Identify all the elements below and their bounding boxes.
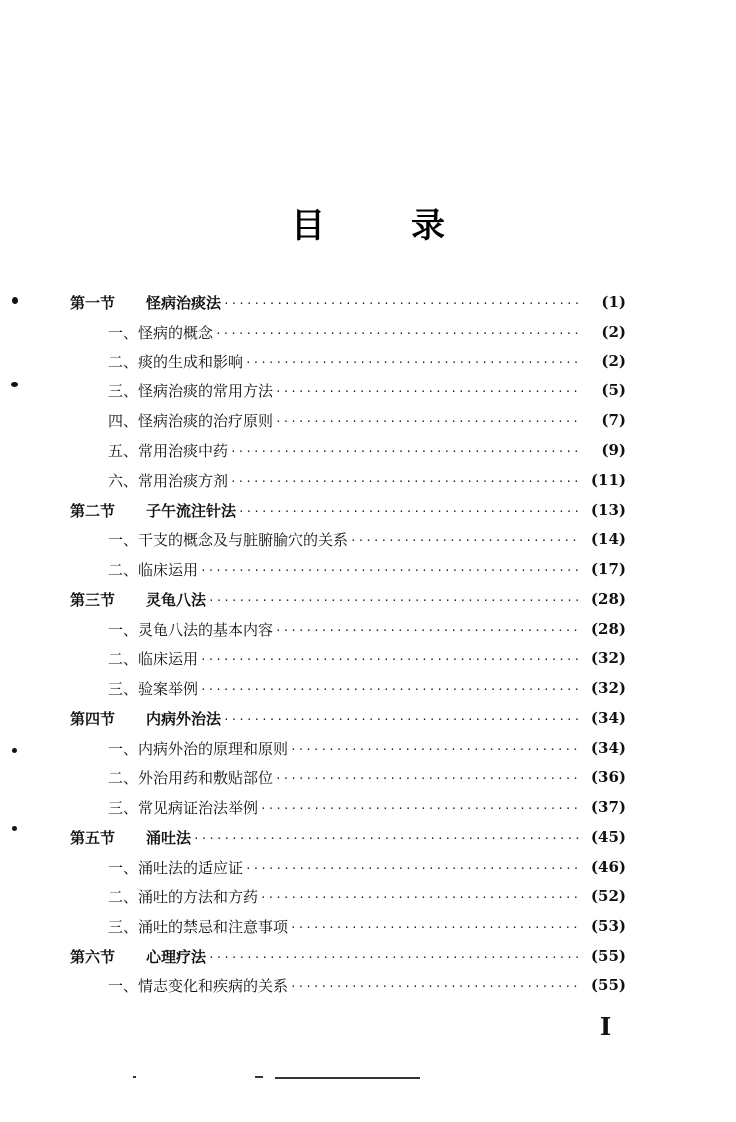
toc-sub-row[interactable] [108,643,626,673]
page-number: (2) [601,352,626,370]
section-title: 涌吐法 [146,828,192,847]
toc-sub-row[interactable] [108,554,626,584]
item-number: 一、 [108,739,139,758]
page-number: (5) [601,381,626,399]
item-title: 怪病治痰的治疗原则 [138,411,274,430]
scan-speck [12,826,17,831]
item-number: 二、 [108,560,139,579]
scan-smudge [133,1076,136,1078]
scan-smudge [275,1077,420,1079]
page-number: (7) [601,411,626,429]
dot-leader [275,381,580,399]
toc-sub-row[interactable] [108,673,626,703]
dot-leader [230,471,580,489]
item-number: 三、 [108,679,139,698]
toc-sub-row[interactable] [108,792,626,822]
section-title: 心理疗法 [146,947,207,966]
section-number: 第二节 [70,501,116,520]
page-number: (28) [590,590,626,608]
dot-leader [193,828,580,846]
toc-sub-row[interactable] [108,317,626,347]
dot-leader [275,411,580,429]
toc-sub-row[interactable] [108,346,626,376]
item-number: 二、 [108,887,139,906]
section-title: 内病外治法 [146,709,222,728]
item-title: 常见病证治法举例 [138,798,259,817]
dot-leader [245,352,580,370]
page-number: (13) [590,501,626,519]
page-number: (14) [590,530,626,548]
toc-section-row[interactable] [70,703,626,733]
item-number: 一、 [108,530,139,549]
dot-leader [290,917,580,935]
section-title: 灵龟八法 [146,590,207,609]
section-title: 子午流注针法 [146,501,237,520]
page-number: (34) [590,739,626,757]
scan-smudge [255,1076,263,1078]
item-number: 六、 [108,471,139,490]
page-number: (1) [601,293,626,311]
section-number: 第四节 [70,709,116,728]
dot-leader [200,649,580,667]
page-folio: I [600,1012,612,1041]
scan-speck [12,297,18,304]
dot-leader [200,679,580,697]
toc-sub-row[interactable] [108,852,626,882]
item-title: 常用治痰中药 [138,441,229,460]
page-number: (17) [590,560,626,578]
page-number: (36) [590,768,626,786]
page-number: (55) [590,976,626,994]
section-number: 第六节 [70,947,116,966]
toc-sub-row[interactable] [108,524,626,554]
page-number: (28) [590,620,626,638]
dot-leader [260,887,580,905]
dot-leader [208,590,580,608]
toc-sub-row[interactable] [108,911,626,941]
item-number: 一、 [108,620,139,639]
page-number: (46) [590,858,626,876]
toc-sub-row[interactable] [108,375,626,405]
page-title: 目 录 [291,206,471,246]
dot-leader [290,976,580,994]
item-title: 怪病的概念 [138,323,214,342]
toc-sub-row[interactable] [108,405,626,435]
dot-leader [275,620,580,638]
page-number: (32) [590,679,626,697]
page-number: (11) [590,471,626,489]
page-number: (37) [590,798,626,816]
toc-sub-row[interactable] [108,614,626,644]
dot-leader [223,293,580,311]
section-number: 第三节 [70,590,116,609]
page-number: (34) [590,709,626,727]
item-number: 五、 [108,441,139,460]
dot-leader [245,858,580,876]
item-title: 常用治痰方剂 [138,471,229,490]
item-title: 涌吐的方法和方药 [138,887,259,906]
dot-leader [290,739,580,757]
toc-sub-row[interactable] [108,435,626,465]
toc-sub-row[interactable] [108,970,626,1000]
page-number: (9) [601,441,626,459]
scan-speck [11,382,18,387]
item-number: 三、 [108,917,139,936]
toc-sub-row[interactable] [108,881,626,911]
item-title: 验案举例 [138,679,199,698]
item-number: 三、 [108,381,139,400]
scan-speck [12,748,17,753]
section-number: 第一节 [70,293,116,312]
item-number: 二、 [108,649,139,668]
toc-section-row[interactable] [70,584,626,614]
page-number: (52) [590,887,626,905]
toc-sub-row[interactable] [108,733,626,763]
dot-leader [230,441,580,459]
toc-section-row[interactable] [70,941,626,971]
toc-sub-row[interactable] [108,762,626,792]
item-title: 怪病治痰的常用方法 [138,381,274,400]
toc-section-row[interactable] [70,495,626,525]
page-number: (53) [590,917,626,935]
dot-leader [208,947,580,965]
item-title: 外治用药和敷贴部位 [138,768,274,787]
dot-leader [200,560,580,578]
section-title: 怪病治痰法 [146,293,222,312]
item-title: 痰的生成和影响 [138,352,244,371]
dot-leader [223,709,580,727]
item-title: 涌吐法的适应证 [138,858,244,877]
item-number: 三、 [108,798,139,817]
item-title: 临床运用 [138,560,199,579]
item-number: 二、 [108,768,139,787]
toc-section-row[interactable] [70,822,626,852]
toc-section-row[interactable] [70,287,626,317]
page-number: (32) [590,649,626,667]
item-title: 临床运用 [138,649,199,668]
page-number: (55) [590,947,626,965]
dot-leader [215,323,580,341]
item-title: 干支的概念及与脏腑腧穴的关系 [138,530,349,549]
item-number: 一、 [108,323,139,342]
item-number: 二、 [108,352,139,371]
dot-leader [350,530,580,548]
dot-leader [238,501,580,519]
item-title: 内病外治的原理和原则 [138,739,289,758]
item-title: 灵龟八法的基本内容 [138,620,274,639]
section-number: 第五节 [70,828,116,847]
page-number: (2) [601,323,626,341]
item-number: 四、 [108,411,139,430]
item-number: 一、 [108,976,139,995]
item-title: 涌吐的禁忌和注意事项 [138,917,289,936]
toc-sub-row[interactable] [108,465,626,495]
dot-leader [260,798,580,816]
item-number: 一、 [108,858,139,877]
dot-leader [275,768,580,786]
item-title: 情志变化和疾病的关系 [138,976,289,995]
page-number: (45) [590,828,626,846]
